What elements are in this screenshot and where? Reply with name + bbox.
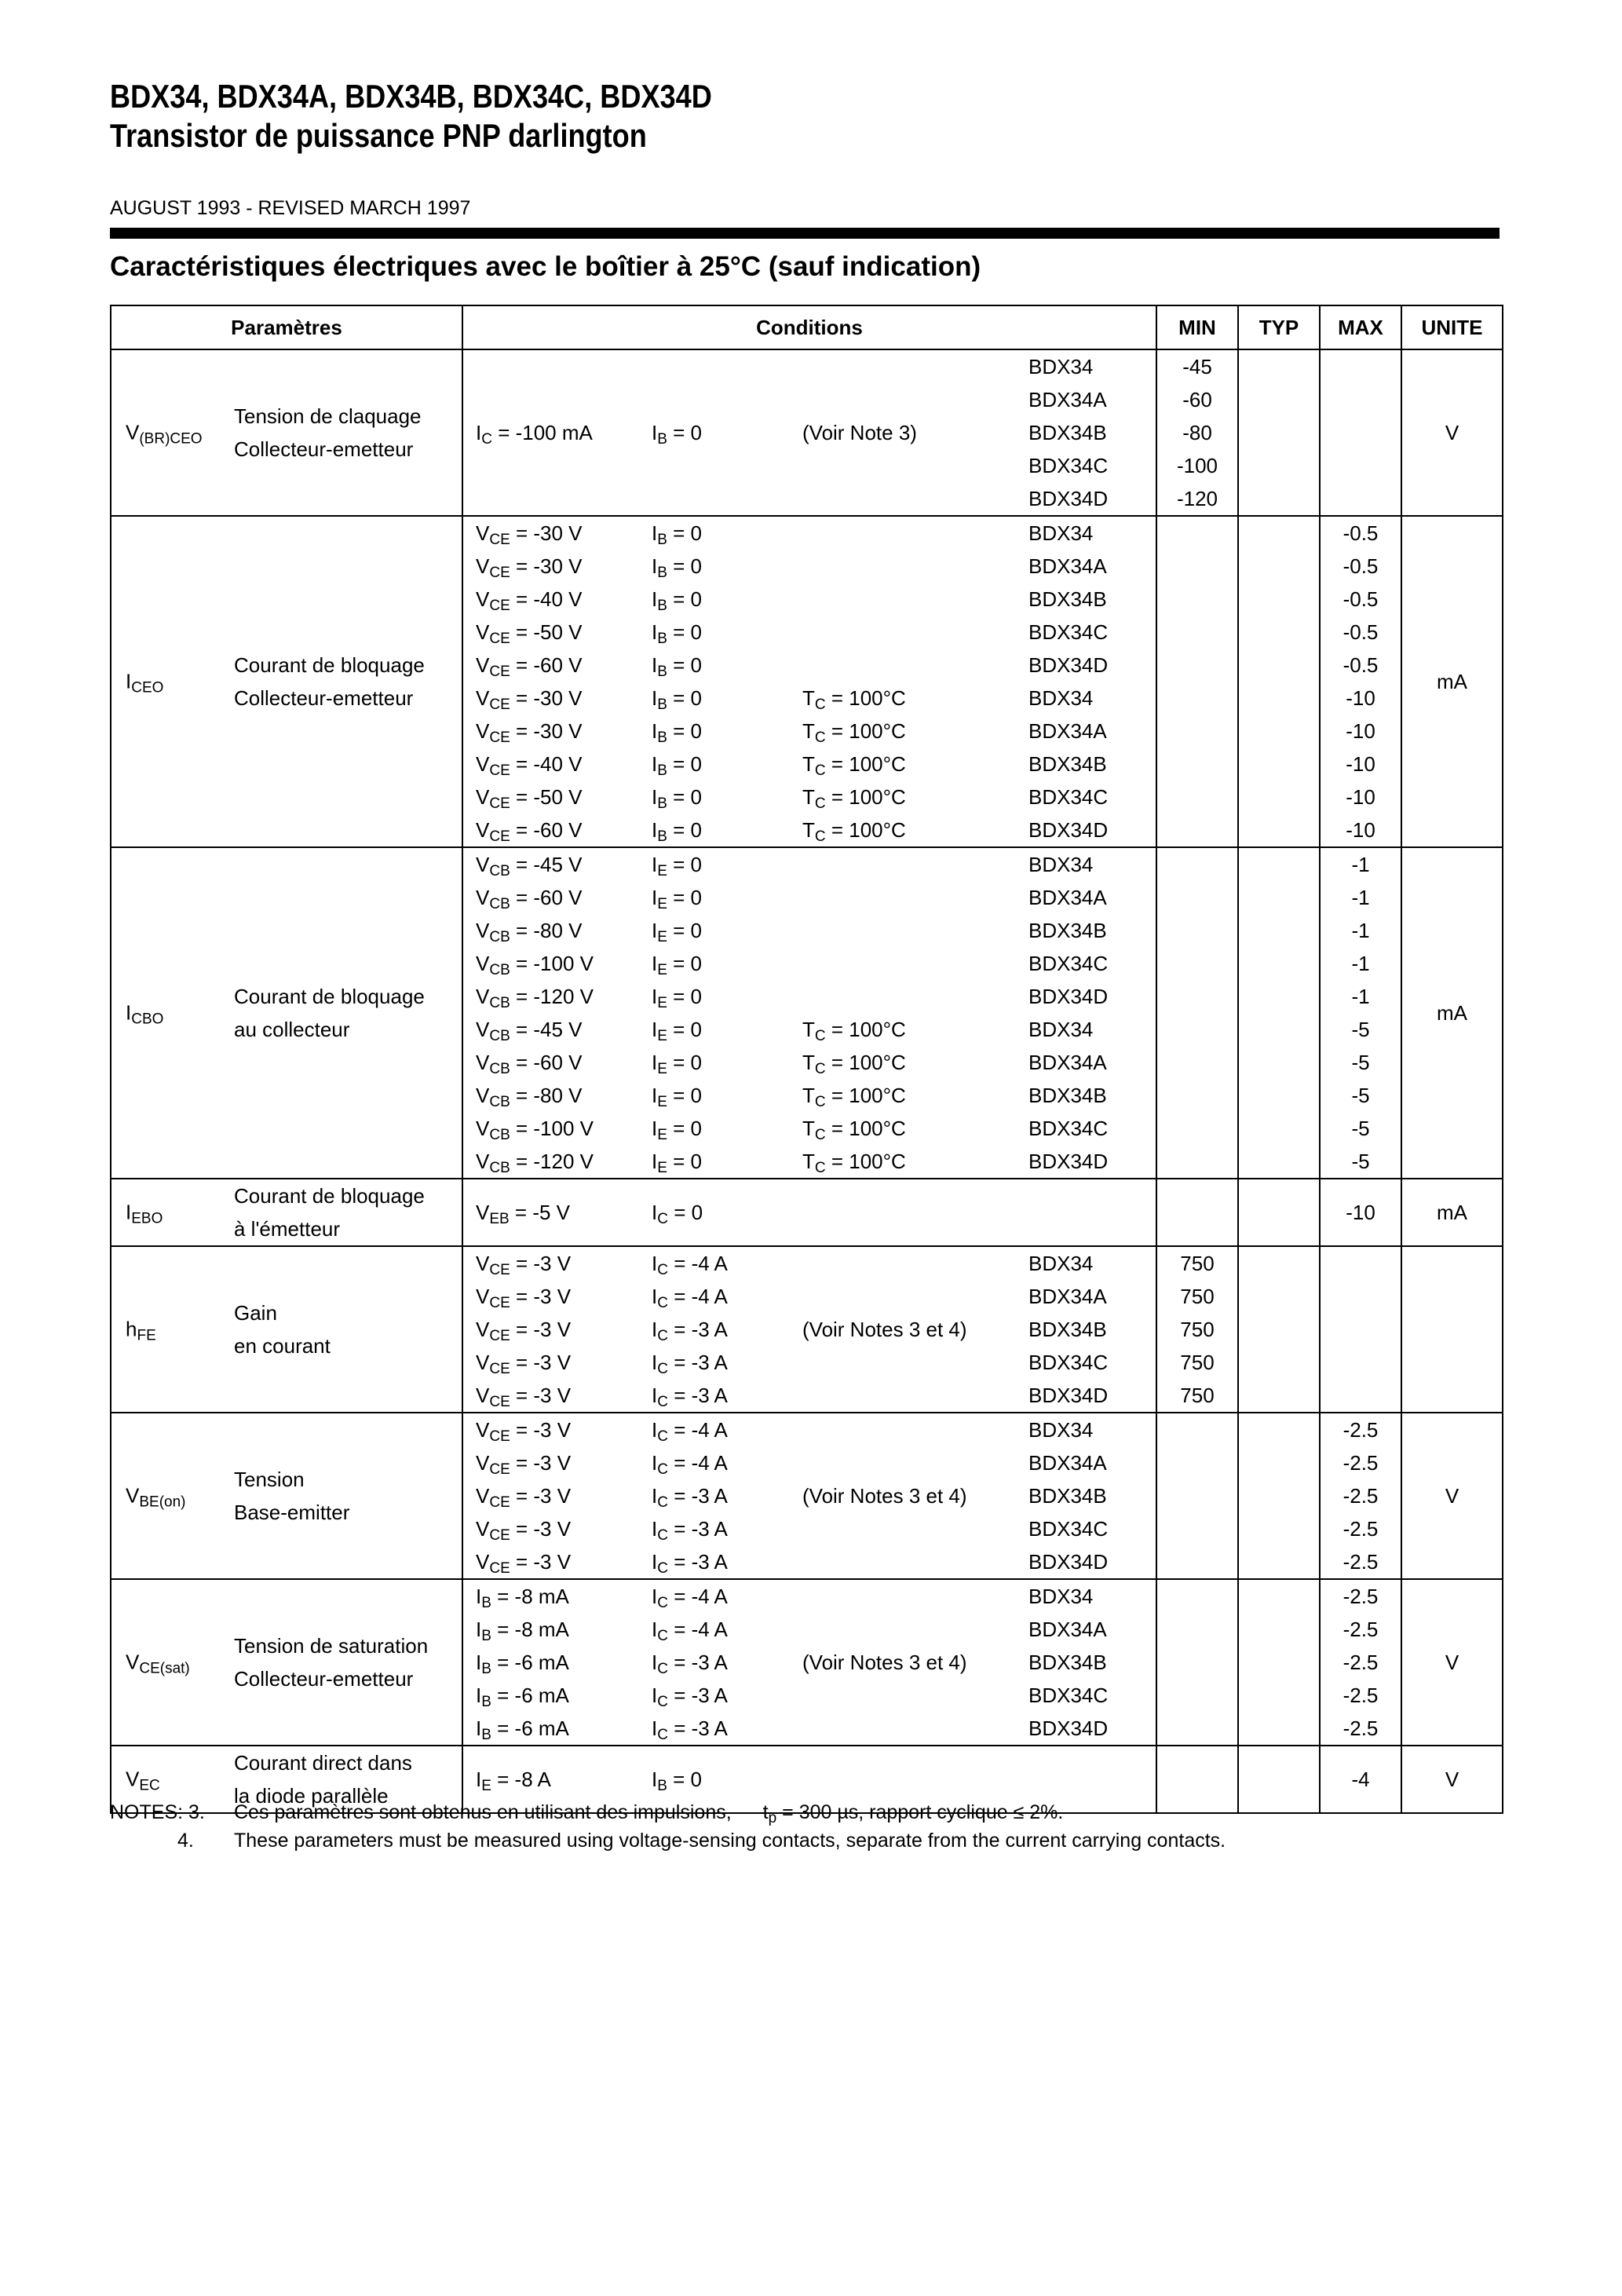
min-value	[1157, 1145, 1237, 1178]
condition-line: $V_{CB} = -120$ V $I_E = 0$ BDX34D	[476, 985, 1109, 1011]
min-value: -60	[1182, 388, 1212, 411]
param-description: Courant de bloquage à l'émetteur	[234, 1184, 425, 1241]
param-cell	[111, 1413, 462, 1579]
min-value	[1157, 583, 1237, 616]
max-value: -2.5	[1343, 1517, 1379, 1541]
condition-line: $V_{EB} = -5$ V $I_C = 0$	[476, 1201, 703, 1227]
max-value: -1	[1351, 985, 1370, 1008]
param-cell	[111, 1579, 462, 1746]
header-unit: UNITE	[1401, 305, 1503, 349]
min-value	[1157, 813, 1237, 846]
unit-cell: V	[1401, 1746, 1503, 1813]
max-value	[1321, 1346, 1401, 1379]
note-text-tail: = 300 µs, rapport cyclique ≤ 2%.	[776, 1801, 1064, 1823]
max-cell	[1320, 1246, 1401, 1413]
condition-line: $V_{CE} = -30$ V $I_B = 0$ BDX34A	[476, 554, 1107, 581]
typ-cell	[1238, 1413, 1320, 1579]
min-value	[1157, 1712, 1237, 1745]
condition-line: $V_{CB} = -120$ V $I_E = 0$ $T_C = 100^\circ C$ BDX34D	[476, 1150, 1109, 1176]
param-cell	[111, 1246, 462, 1413]
min-value: 750	[1180, 1285, 1215, 1308]
max-value	[1321, 1247, 1401, 1280]
max-value: -0.5	[1343, 620, 1379, 644]
condition-line: $V_{CE} = -3$ V $I_C = -4$ A BDX34	[476, 1252, 1094, 1278]
condition-line: $V_{CB} = -60$ V $I_E = 0$ BDX34A	[476, 886, 1107, 912]
condition-line: $V_{CE} = -30$ V $I_B = 0$ $T_C = 100^\circ C$ BDX34A	[476, 719, 1107, 746]
param-description: Courant de bloquage Collecteur-emetteur	[234, 653, 425, 710]
min-value	[1157, 1079, 1237, 1112]
unit-cell	[1401, 1246, 1503, 1413]
min-value	[1157, 1613, 1237, 1646]
condition-line: $I_B = -6$ mA $I_C = -3$ A BDX34D	[476, 1717, 1109, 1743]
min-cell	[1156, 1579, 1238, 1746]
param-symbol: $h_{FE}$	[126, 1317, 156, 1344]
max-value: -2.5	[1343, 1418, 1379, 1442]
param-description: Gain en courant	[234, 1301, 331, 1358]
min-value: -120	[1176, 487, 1218, 510]
note-text: Ces paramètres sont obtenus en utilisant des impulsions,	[234, 1801, 732, 1823]
max-value	[1321, 350, 1401, 383]
document-title	[110, 77, 712, 155]
param-symbol: $V_{BE(on)}$	[126, 1483, 186, 1511]
max-value	[1321, 416, 1401, 449]
min-cell	[1156, 1746, 1238, 1813]
condition-line: $V_{CE} = -50$ V $I_B = 0$ BDX34C	[476, 620, 1109, 647]
condition-line: $V_{CE} = -30$ V $I_B = 0$ $T_C = 100^\circ C$ BDX34	[476, 686, 1094, 713]
condition-line: $V_{CB} = -100$ V $I_E = 0$ BDX34C	[476, 952, 1109, 978]
table-row	[111, 1246, 1503, 1413]
max-value: -10	[1346, 785, 1375, 809]
min-value	[1157, 1679, 1237, 1712]
max-value: -1	[1351, 919, 1370, 942]
min-value	[1157, 947, 1237, 980]
max-value: -10	[1346, 719, 1375, 743]
min-value	[1157, 848, 1237, 881]
condition-line: $V_{CE} = -3$ V $I_C = -4$ A BDX34A	[476, 1285, 1107, 1311]
note-text: These parameters must be measured using voltage-sensing contacts, separate from the current carrying contacts.	[234, 1830, 1226, 1852]
condition-line: $I_E = -8$ A $I_B = 0$	[476, 1768, 703, 1794]
min-value	[1157, 1479, 1237, 1512]
conditions-cell	[462, 1413, 1156, 1579]
max-value: -10	[1346, 686, 1375, 710]
max-value: -2.5	[1343, 1484, 1379, 1508]
param-symbol: $V_{CE(sat)}$	[126, 1650, 190, 1677]
header-conditions: Conditions	[462, 305, 1156, 349]
max-value: -10	[1346, 752, 1375, 776]
min-value	[1157, 517, 1237, 550]
condition-line: $I_C = -100$ mA $I_B = 0$ (Voir Note 3) BDX34B	[476, 421, 1107, 448]
param-description: Courant direct dans la diode parallèle	[234, 1751, 412, 1808]
min-cell	[1156, 847, 1238, 1179]
table-row	[111, 1179, 1503, 1246]
max-value: -0.5	[1343, 653, 1379, 677]
min-value	[1157, 1580, 1237, 1613]
max-value: -0.5	[1343, 554, 1379, 578]
typ-cell	[1238, 847, 1320, 1179]
min-value	[1157, 550, 1237, 583]
conditions-cell	[462, 516, 1156, 847]
condition-line: $V_{CE} = -40$ V $I_B = 0$ $T_C = 100^\circ C$ BDX34B	[476, 752, 1107, 779]
min-value	[1157, 1446, 1237, 1479]
revision-date: AUGUST 1993 - REVISED MARCH 1997	[110, 197, 471, 219]
min-value: -80	[1182, 421, 1212, 444]
unit-cell: mA	[1401, 516, 1503, 847]
min-cell	[1156, 516, 1238, 847]
min-value	[1157, 881, 1237, 914]
header-divider	[110, 228, 1500, 239]
max-value: -2.5	[1343, 1717, 1379, 1740]
conditions-cell	[462, 1179, 1156, 1246]
max-cell	[1320, 1413, 1401, 1579]
min-value	[1157, 1013, 1237, 1046]
max-value: -0.5	[1343, 521, 1379, 545]
unit-cell: V	[1401, 1579, 1503, 1746]
condition-line: $I_B = -6$ mA $I_C = -3$ A (Voir Notes 3 et 4) BDX34B	[476, 1651, 1107, 1677]
title-line-1: BDX34, BDX34A, BDX34B, BDX34C, BDX34D	[110, 78, 712, 115]
condition-line: BDX34	[1028, 355, 1094, 378]
header-params: Paramètres	[111, 305, 462, 349]
condition-line: $I_B = -8$ mA $I_C = -4$ A BDX34A	[476, 1618, 1107, 1644]
param-cell	[111, 516, 462, 847]
max-value: -5	[1351, 1117, 1370, 1140]
max-value	[1321, 1280, 1401, 1313]
typ-cell	[1238, 1579, 1320, 1746]
condition-line: $V_{CE} = -3$ V $I_C = -3$ A (Voir Notes 3 et 4) BDX34B	[476, 1318, 1107, 1344]
param-description: Tension Base-emitter	[234, 1468, 350, 1524]
max-value: -5	[1351, 1051, 1370, 1074]
note-number: 4.	[177, 1830, 194, 1852]
min-value	[1157, 1545, 1237, 1578]
header-min: MIN	[1156, 305, 1238, 349]
conditions-cell	[462, 1246, 1156, 1413]
min-value: 750	[1180, 1252, 1215, 1275]
min-value	[1157, 781, 1237, 813]
max-value	[1321, 1313, 1401, 1346]
conditions-cell	[462, 1579, 1156, 1746]
max-value: -2.5	[1343, 1585, 1379, 1608]
tp-symbol: t	[762, 1801, 769, 1823]
condition-line: $V_{CB} = -80$ V $I_E = 0$ BDX34B	[476, 919, 1107, 945]
conditions-cell	[462, 847, 1156, 1179]
header-typ: TYP	[1238, 305, 1320, 349]
min-value	[1157, 682, 1237, 715]
condition-line: $V_{CB} = -45$ V $I_E = 0$ BDX34	[476, 853, 1094, 879]
param-symbol: $I_{EBO}$	[126, 1200, 163, 1227]
min-value	[1157, 1112, 1237, 1145]
typ-cell	[1238, 1746, 1320, 1813]
section-title: Caractéristiques électriques avec le boîtier à 25°C (sauf indication)	[110, 251, 981, 282]
max-value	[1321, 449, 1401, 482]
max-value: -10	[1346, 818, 1375, 842]
min-value: 750	[1180, 1384, 1215, 1407]
min-value	[1157, 616, 1237, 649]
condition-line: $V_{CE} = -40$ V $I_B = 0$ BDX34B	[476, 587, 1107, 614]
condition-line: $V_{CE} = -3$ V $I_C = -4$ A BDX34	[476, 1418, 1094, 1445]
table-row	[111, 1579, 1503, 1746]
min-value	[1157, 649, 1237, 682]
title-line-2: Transistor de puissance PNP darlington	[110, 117, 647, 154]
param-symbol: $I_{CEO}$	[126, 669, 164, 696]
min-cell	[1156, 1413, 1238, 1579]
condition-line: $V_{CE} = -30$ V $I_B = 0$ BDX34	[476, 521, 1094, 548]
min-cell	[1156, 1246, 1238, 1413]
condition-line: $I_B = -6$ mA $I_C = -3$ A BDX34C	[476, 1684, 1109, 1710]
param-symbol: $I_{CBO}$	[126, 1000, 164, 1028]
max-value: -2.5	[1343, 1684, 1379, 1707]
min-value	[1157, 748, 1237, 781]
condition-line: $V_{CE} = -3$ V $I_C = -4$ A BDX34A	[476, 1451, 1107, 1478]
notes-label: NOTES:	[110, 1801, 184, 1823]
header-max: MAX	[1320, 305, 1401, 349]
table-row	[111, 1413, 1503, 1579]
condition-line: $V_{CB} = -60$ V $I_E = 0$ $T_C = 100^\circ C$ BDX34A	[476, 1051, 1107, 1077]
min-value	[1157, 914, 1237, 947]
max-cell	[1320, 1579, 1401, 1746]
condition-line: BDX34A	[1028, 388, 1107, 411]
param-description: Tension de claquage Collecteur-emetteur	[234, 404, 422, 461]
conditions-cell	[462, 349, 1156, 516]
condition-line: $V_{CB} = -80$ V $I_E = 0$ $T_C = 100^\circ C$ BDX34B	[476, 1084, 1107, 1110]
min-value: 750	[1180, 1351, 1215, 1374]
condition-line: $V_{CE} = -3$ V $I_C = -3$ A BDX34C	[476, 1351, 1109, 1377]
max-value: -0.5	[1343, 587, 1379, 611]
condition-line: $V_{CE} = -3$ V $I_C = -3$ A BDX34D	[476, 1550, 1109, 1577]
min-value	[1157, 715, 1237, 748]
max-value: -5	[1351, 1150, 1370, 1173]
min-value	[1157, 1512, 1237, 1545]
condition-line: $V_{CB} = -100$ V $I_E = 0$ $T_C = 100^\circ C$ BDX34C	[476, 1117, 1109, 1143]
condition-line: BDX34D	[1028, 487, 1109, 510]
note-number: 3.	[188, 1801, 205, 1823]
max-value	[1321, 383, 1401, 416]
max-value: -2.5	[1343, 1651, 1379, 1674]
min-value	[1157, 1413, 1237, 1446]
param-symbol: $V_{EC}$	[126, 1767, 160, 1794]
param-description: Tension de saturation Collecteur-emetteur	[234, 1634, 429, 1691]
min-value	[1157, 1646, 1237, 1679]
condition-line: $V_{CE} = -60$ V $I_B = 0$ $T_C = 100^\circ C$ BDX34D	[476, 818, 1109, 845]
min-value: 750	[1180, 1318, 1215, 1341]
param-cell	[111, 1179, 462, 1246]
max-value: -5	[1351, 1018, 1370, 1041]
unit-cell: mA	[1401, 847, 1503, 1179]
max-cell	[1320, 847, 1401, 1179]
param-cell	[111, 847, 462, 1179]
max-cell	[1320, 1746, 1401, 1813]
max-value: -5	[1351, 1084, 1370, 1107]
min-value	[1157, 1046, 1237, 1079]
max-value: -4	[1351, 1768, 1370, 1791]
max-value: -2.5	[1343, 1618, 1379, 1641]
min-value: -100	[1176, 454, 1218, 477]
condition-line: $V_{CE} = -3$ V $I_C = -3$ A BDX34C	[476, 1517, 1109, 1544]
typ-cell	[1238, 1246, 1320, 1413]
condition-line: $V_{CE} = -60$ V $I_B = 0$ BDX34D	[476, 653, 1109, 680]
unit-cell: mA	[1401, 1179, 1503, 1246]
max-value	[1321, 1379, 1401, 1412]
table-header-row	[111, 305, 1503, 349]
unit-cell: V	[1401, 1413, 1503, 1579]
typ-cell	[1238, 516, 1320, 847]
table-row	[111, 847, 1503, 1179]
condition-line: BDX34C	[1028, 454, 1109, 477]
max-value: -1	[1351, 853, 1370, 876]
param-cell	[111, 349, 462, 516]
max-value: -2.5	[1343, 1451, 1379, 1475]
max-value: -1	[1351, 886, 1370, 909]
max-cell	[1320, 1179, 1401, 1246]
table-row	[111, 516, 1503, 847]
condition-line: $V_{CE} = -3$ V $I_C = -3$ A (Voir Notes 3 et 4) BDX34B	[476, 1484, 1107, 1511]
electrical-characteristics-table	[110, 305, 1503, 1814]
min-value	[1157, 980, 1237, 1013]
condition-line: $V_{CE} = -3$ V $I_C = -3$ A BDX34D	[476, 1384, 1109, 1410]
condition-line: $V_{CB} = -45$ V $I_E = 0$ $T_C = 100^\circ C$ BDX34	[476, 1018, 1094, 1044]
typ-cell	[1238, 1179, 1320, 1246]
max-value: -1	[1351, 952, 1370, 975]
min-cell	[1156, 1179, 1238, 1246]
max-cell	[1320, 516, 1401, 847]
param-description: Courant de bloquage au collecteur	[234, 985, 425, 1041]
min-cell	[1156, 349, 1238, 516]
max-value	[1321, 482, 1401, 515]
condition-line: $V_{CE} = -50$ V $I_B = 0$ $T_C = 100^\circ C$ BDX34C	[476, 785, 1109, 812]
max-value: -10	[1346, 1201, 1375, 1224]
param-symbol: $V_{(BR)CEO}$	[126, 420, 203, 448]
condition-line: $I_B = -8$ mA $I_C = -4$ A BDX34	[476, 1585, 1094, 1611]
min-value: -45	[1182, 355, 1212, 378]
max-cell	[1320, 349, 1401, 516]
max-value: -2.5	[1343, 1550, 1379, 1574]
typ-cell	[1238, 349, 1320, 516]
unit-cell: V	[1401, 349, 1503, 516]
table-row	[111, 349, 1503, 516]
